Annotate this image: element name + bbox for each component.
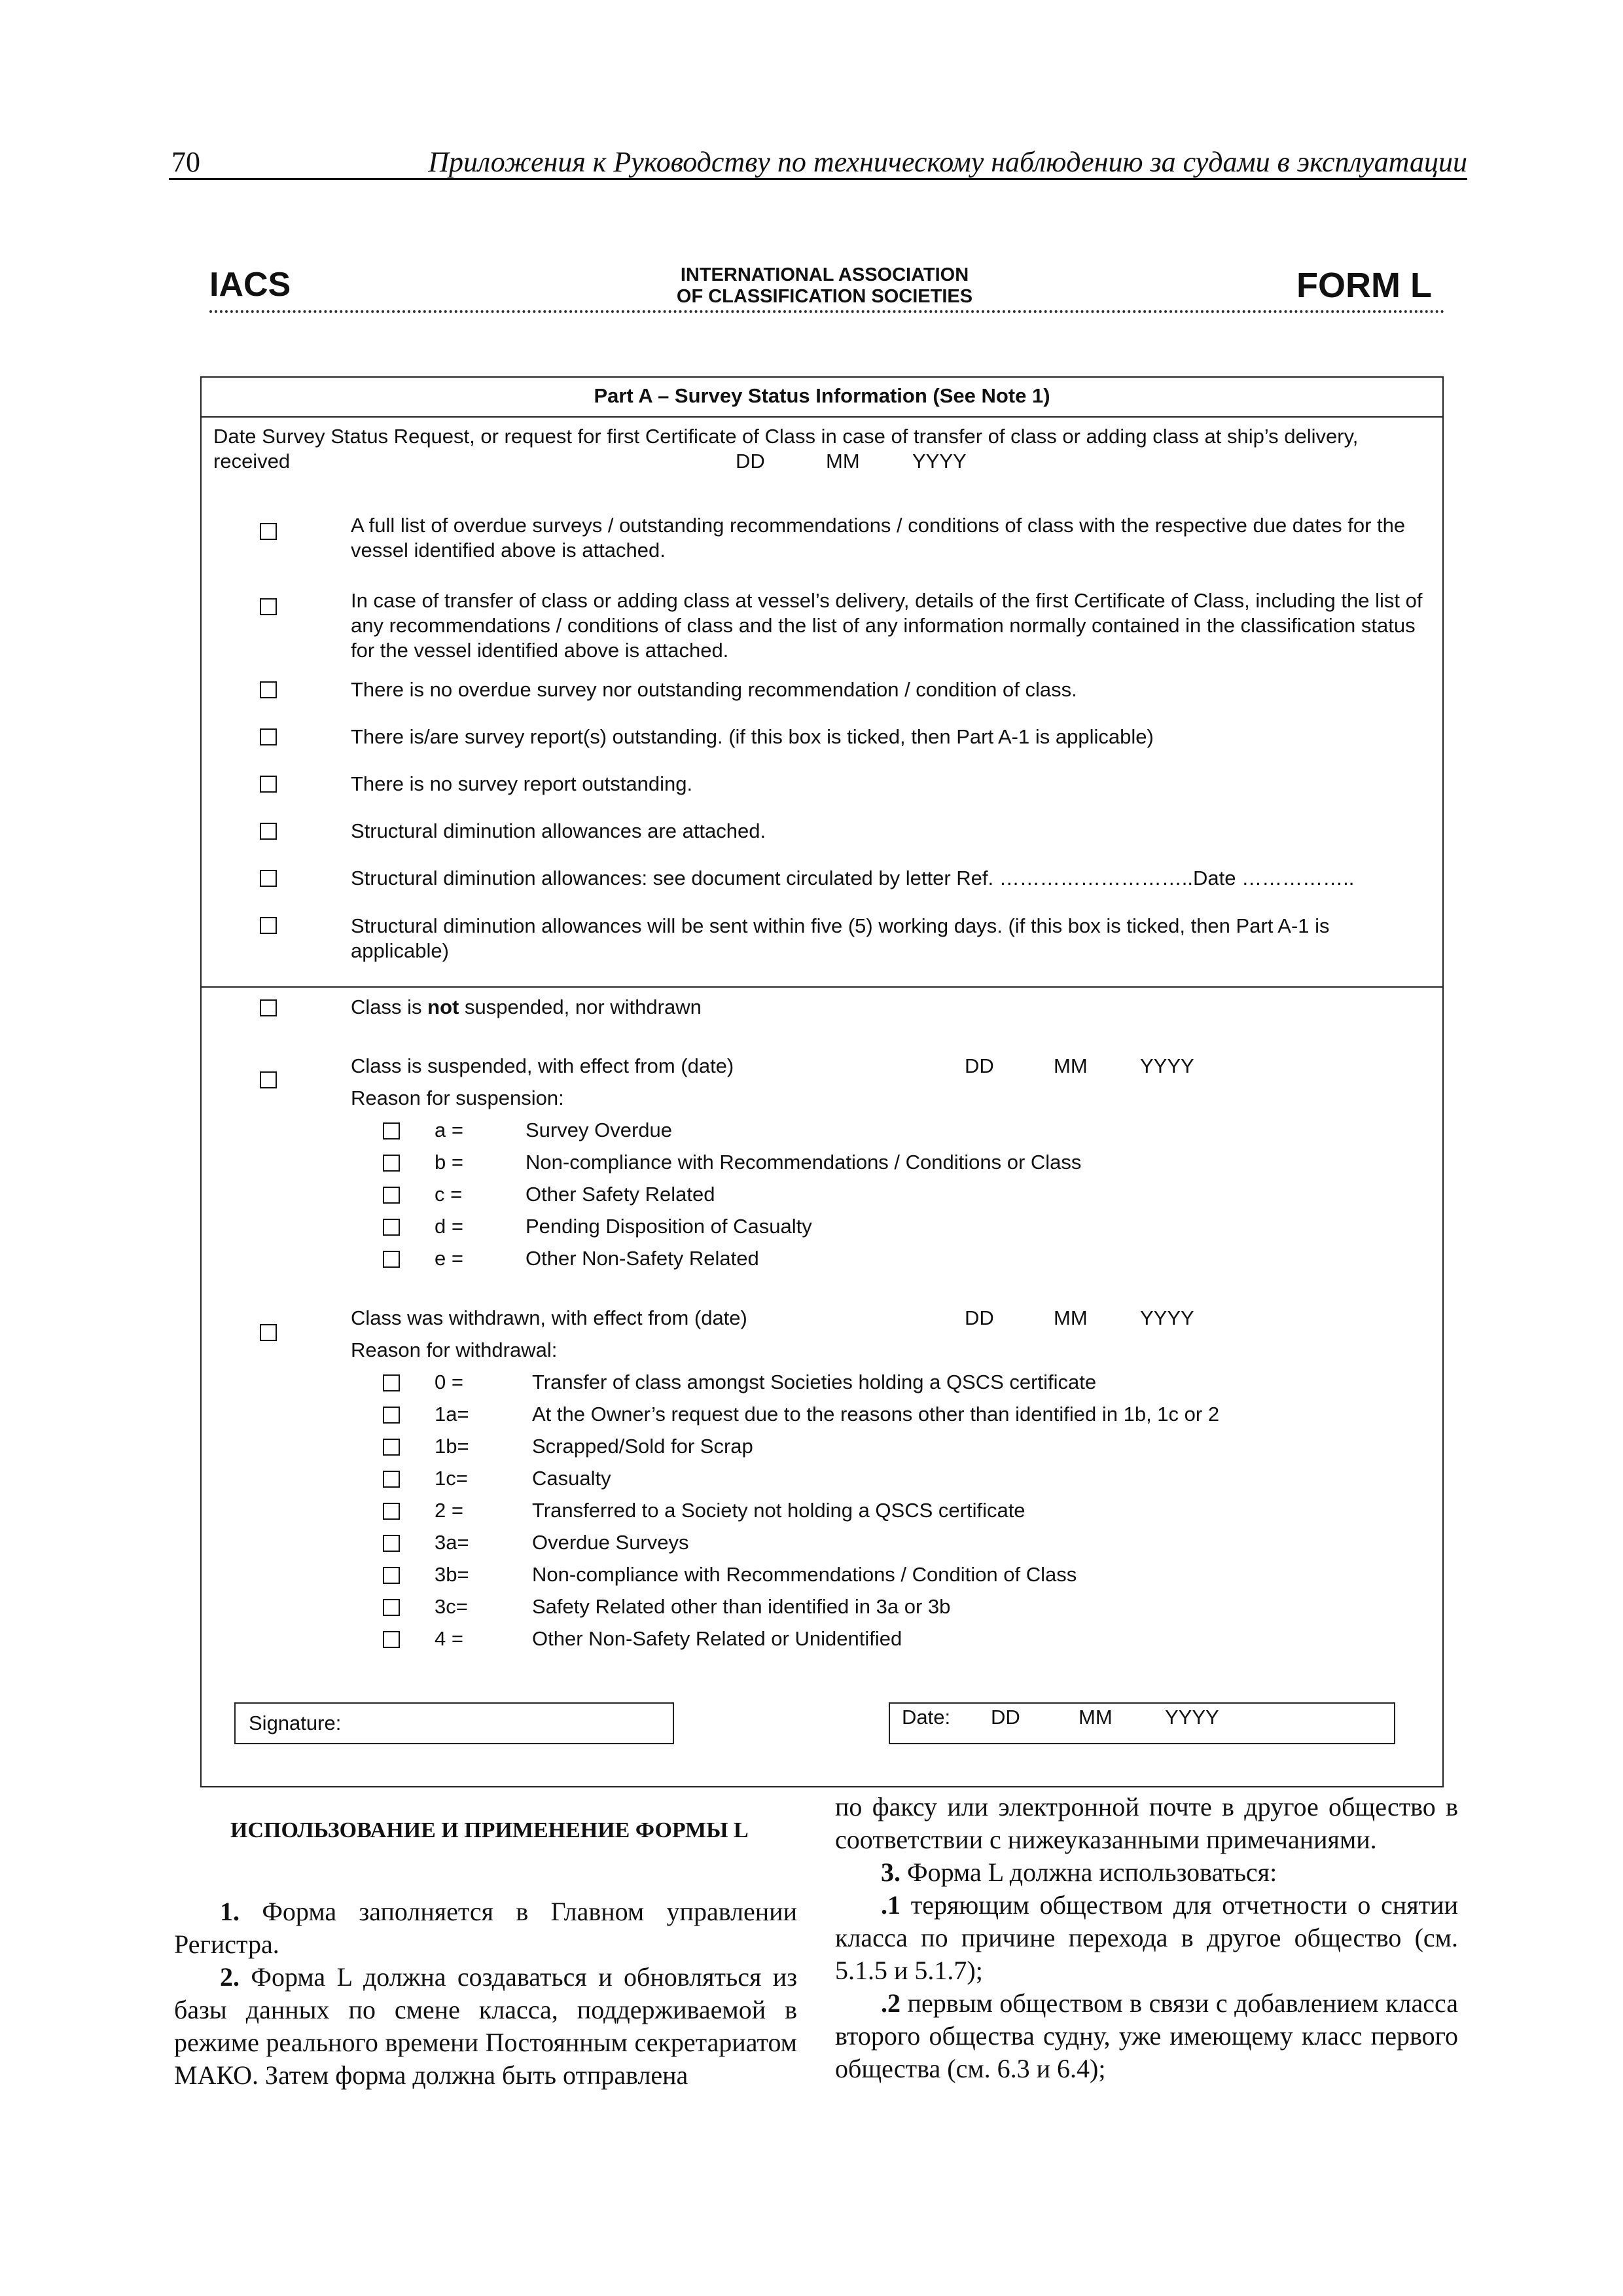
withdrawal-reason-1b-text: Scrapped/Sold for Scrap	[532, 1435, 753, 1458]
suspension-reason-b-text: Non-compliance with Recommendations / Conditions or Class	[526, 1151, 1082, 1174]
first-certificate-attached-checkbox[interactable]	[260, 598, 277, 615]
withdrawal-reason-1a-code: 1a=	[435, 1403, 469, 1426]
withdrawn-date-yyyy: YYYY	[1140, 1306, 1194, 1329]
withdrawal-reason-1c-checkbox[interactable]	[383, 1471, 400, 1488]
overdue-list-attached-checkbox[interactable]	[260, 523, 277, 540]
header-rule	[169, 178, 1467, 180]
withdrawal-reason-2-code: 2 =	[435, 1499, 463, 1522]
no-overdue-survey-text: There is no overdue survey nor outstanding recommendation / condition of class.	[351, 678, 1077, 701]
suspension-reason-a-code: a =	[435, 1119, 463, 1141]
signature-label: Signature:	[249, 1712, 342, 1734]
signature-date-mm: MM	[1079, 1706, 1113, 1729]
class-not-suspended-suffix: suspended, nor withdrawn	[459, 996, 702, 1018]
overdue-list-attached-text: A full list of overdue surveys / outstanding recommendations / conditions of class with the respective due dates for the vessel identified above is attached.	[351, 514, 1406, 562]
commentary-item-3-1	[835, 1889, 1458, 1987]
class-withdrawn-checkbox[interactable]	[260, 1324, 277, 1341]
item-3-2-text: первым обществом в связи с добавлением класса второго общества судну, уже имеющему класс первого общества (см. 6.3 и 6.4);	[835, 1988, 1458, 2083]
class-suspended-checkbox[interactable]	[260, 1071, 277, 1088]
withdrawal-reason-0-code: 0 =	[435, 1371, 463, 1393]
suspension-reason-e-text: Other Non-Safety Related	[526, 1247, 759, 1270]
item-3-1-text: теряющим обществом для отчетности о снятии класса по причине перехода в другое общество (см. 5.1.5 и 5.1.7);	[835, 1890, 1458, 1985]
withdrawal-reason-3c-checkbox[interactable]	[383, 1599, 400, 1616]
signature-date-yyyy: YYYY	[1165, 1706, 1219, 1729]
withdrawal-reason-4-code: 4 =	[435, 1627, 463, 1650]
withdrawal-reason-1b-checkbox[interactable]	[383, 1439, 400, 1456]
paragraph-1-text: Форма заполняется в Главном управлении Регистра.	[174, 1897, 797, 1959]
no-survey-report-checkbox[interactable]	[260, 776, 277, 793]
no-survey-report-text: There is no survey report outstanding.	[351, 772, 693, 795]
suspended-date-mm: MM	[1054, 1054, 1088, 1077]
withdrawal-reason-3a-checkbox[interactable]	[383, 1535, 400, 1552]
withdrawal-reason-1b-code: 1b=	[435, 1435, 469, 1458]
association-name	[641, 264, 1008, 308]
class-status-divider	[200, 986, 1444, 988]
suspension-reason-a-text: Survey Overdue	[526, 1119, 672, 1141]
withdrawal-reason-4-checkbox[interactable]	[383, 1631, 400, 1648]
suspension-reason-e-checkbox[interactable]	[383, 1251, 400, 1268]
class-not-suspended-emphasis: not	[427, 996, 459, 1018]
running-title: Приложения к Руководству по техническому наблюдению за судами в эксплуатации	[428, 146, 1467, 178]
withdrawal-reason-1c-code: 1c=	[435, 1467, 468, 1490]
part-a-title: Part A – Survey Status Information (See Note 1)	[594, 384, 1050, 407]
class-suspended-label: Class is suspended, with effect from (date)	[351, 1054, 734, 1077]
suspension-reason-d-checkbox[interactable]	[383, 1219, 400, 1236]
commentary-heading: ИСПОЛЬЗОВАНИЕ И ПРИМЕНЕНИЕ ФОРМЫ L	[230, 1818, 749, 1842]
association-line-1: INTERNATIONAL ASSOCIATION	[680, 264, 969, 285]
suspension-reason-c-code: c =	[435, 1183, 463, 1206]
paragraph-3-text: Форма L должна использоваться:	[901, 1857, 1277, 1887]
signature-date-label: Date:	[902, 1706, 951, 1729]
no-overdue-survey-checkbox[interactable]	[260, 681, 277, 698]
suspension-reason-a-checkbox[interactable]	[383, 1122, 400, 1139]
paragraph-2-text: Форма L должна создаваться и обновляться из базы данных по смене класса, поддерживаемой в режиме реального времени Постоянным секретариатом МАКО. Затем форма должна быть отправлена	[174, 1962, 797, 2090]
withdrawal-reason-2-checkbox[interactable]	[383, 1503, 400, 1520]
suspended-date-yyyy: YYYY	[1140, 1054, 1194, 1077]
withdrawal-reason-2-text: Transferred to a Society not holding a QSCS certificate	[532, 1499, 1026, 1522]
diminution-attached-text: Structural diminution allowances are attached.	[351, 819, 766, 842]
item-3-1-number: .1	[881, 1890, 901, 1920]
suspension-reason-c-checkbox[interactable]	[383, 1187, 400, 1204]
form-title: FORM L	[1296, 266, 1432, 305]
request-date-mm: MM	[826, 450, 860, 473]
withdrawal-reason-3b-code: 3b=	[435, 1563, 469, 1586]
diminution-five-days-checkbox[interactable]	[260, 917, 277, 934]
paragraph-1-number: 1.	[220, 1897, 240, 1926]
class-withdrawn-label: Class was withdrawn, with effect from (date)	[351, 1306, 747, 1329]
request-date-yyyy: YYYY	[912, 450, 967, 473]
suspension-reason-c-text: Other Safety Related	[526, 1183, 715, 1206]
withdrawal-reason-4-text: Other Non-Safety Related or Unidentified	[532, 1627, 902, 1650]
part-a-title-divider	[200, 416, 1444, 418]
suspended-date-dd: DD	[965, 1054, 994, 1077]
commentary-paragraph-1	[174, 1895, 797, 1961]
withdrawal-reason-label: Reason for withdrawal:	[351, 1338, 558, 1361]
withdrawal-reason-1c-text: Casualty	[532, 1467, 611, 1490]
commentary-paragraph-3	[835, 1856, 1458, 1889]
suspension-reason-b-code: b =	[435, 1151, 463, 1174]
page-number: 70	[171, 146, 200, 178]
diminution-letter-text: Structural diminution allowances: see document circulated by letter Ref. ………………………..Date ……………..	[351, 867, 1355, 889]
withdrawal-reason-1a-checkbox[interactable]	[383, 1407, 400, 1424]
withdrawal-reason-1a-text: At the Owner’s request due to the reasons other than identified in 1b, 1c or 2	[532, 1403, 1220, 1426]
request-date-dd: DD	[736, 450, 765, 473]
suspension-reason-label: Reason for suspension:	[351, 1086, 564, 1109]
diminution-five-days-text: Structural diminution allowances will be sent within five (5) working days. (if this box is ticked, then Part A-1 is applicable)	[351, 914, 1330, 962]
iacs-logo: IACS	[209, 266, 291, 304]
suspension-reason-e-code: e =	[435, 1247, 463, 1270]
dotted-rule	[209, 310, 1445, 313]
commentary-paragraph-2-continued: по факсу или электронной почте в другое общество в соответствии с нижеуказанными примечаниями.	[835, 1792, 1458, 1854]
withdrawal-reason-3b-checkbox[interactable]	[383, 1567, 400, 1584]
survey-reports-outstanding-checkbox[interactable]	[260, 728, 277, 745]
request-received-text: Date Survey Status Request, or request for first Certificate of Class in case of transfer of class or adding class at ship’s delivery, received	[213, 425, 1359, 473]
signature-date-field[interactable]	[889, 1702, 1395, 1744]
item-3-2-number: .2	[881, 1988, 901, 2018]
suspension-reason-b-checkbox[interactable]	[383, 1155, 400, 1172]
signature-date-dd: DD	[991, 1706, 1020, 1729]
withdrawal-reason-3a-text: Overdue Surveys	[532, 1531, 689, 1554]
commentary-paragraph-2	[174, 1961, 797, 2092]
suspension-reason-d-text: Pending Disposition of Casualty	[526, 1215, 812, 1238]
class-not-suspended-prefix: Class is	[351, 996, 428, 1018]
withdrawal-reason-3a-code: 3a=	[435, 1531, 469, 1554]
diminution-letter-checkbox[interactable]	[260, 870, 277, 887]
withdrawal-reason-0-text: Transfer of class amongst Societies holding a QSCS certificate	[532, 1371, 1097, 1393]
withdrawal-reason-3c-code: 3c=	[435, 1595, 468, 1618]
withdrawn-date-mm: MM	[1054, 1306, 1088, 1329]
association-line-2: OF CLASSIFICATION SOCIETIES	[676, 286, 973, 307]
signature-field[interactable]	[234, 1702, 674, 1744]
withdrawal-reason-3c-text: Safety Related other than identified in 3a or 3b	[532, 1595, 951, 1618]
survey-reports-outstanding-text: There is/are survey report(s) outstanding. (if this box is ticked, then Part A-1 is applicable)	[351, 725, 1154, 748]
diminution-attached-checkbox[interactable]	[260, 823, 277, 840]
commentary-item-3-2	[835, 1987, 1458, 2085]
suspension-reason-d-code: d =	[435, 1215, 463, 1238]
paragraph-2-number: 2.	[220, 1962, 240, 1992]
withdrawn-date-dd: DD	[965, 1306, 994, 1329]
class-not-suspended-checkbox[interactable]	[260, 999, 277, 1016]
class-not-suspended-text	[351, 995, 702, 1020]
withdrawal-reason-3b-text: Non-compliance with Recommendations / Condition of Class	[532, 1563, 1077, 1586]
withdrawal-reason-0-checkbox[interactable]	[383, 1374, 400, 1391]
first-certificate-attached-text: In case of transfer of class or adding class at vessel’s delivery, details of the first Certificate of Class, including the list of any recommendations / conditions of class and the list of any information normally contained in the classification status for the vessel identified above is attached.	[351, 589, 1423, 662]
paragraph-3-number: 3.	[881, 1857, 901, 1887]
